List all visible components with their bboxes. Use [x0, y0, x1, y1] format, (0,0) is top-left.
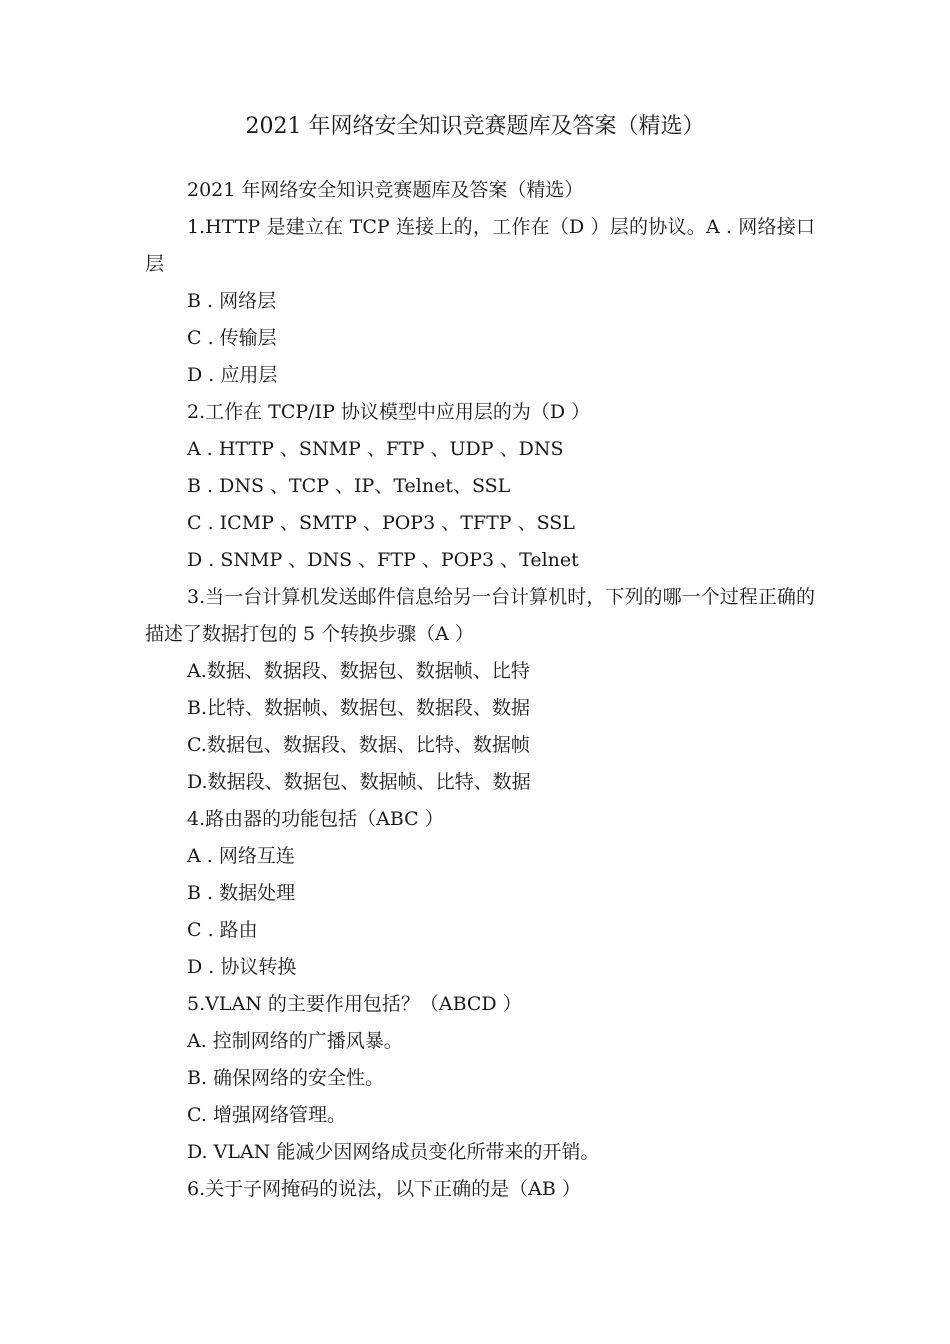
question-4-option-c: C . 路由	[187, 919, 258, 941]
question-5: 5.VLAN 的主要作用包括？（ABCD ）	[187, 993, 522, 1015]
question-4: 4.路由器的功能包括（ABC ）	[187, 808, 444, 830]
document-subtitle: 2021 年网络安全知识竞赛题库及答案（精选）	[187, 179, 584, 201]
question-5-option-d: D. VLAN 能减少因网络成员变化所带来的开销。	[187, 1141, 600, 1163]
question-2-option-a: A . HTTP 、SNMP 、FTP 、UDP 、DNS	[187, 438, 564, 460]
question-3-option-b: B.比特、数据帧、数据包、数据段、数据	[187, 697, 531, 719]
question-3-option-c: C.数据包、数据段、数据、比特、数据帧	[187, 734, 530, 756]
question-5-option-a: A. 控制网络的广播风暴。	[187, 1030, 403, 1052]
question-2-option-d: D . SNMP 、DNS 、FTP 、POP3 、Telnet	[187, 549, 579, 571]
question-4-option-d: D . 协议转换	[187, 956, 297, 978]
question-1-option-b: B . 网络层	[187, 290, 277, 312]
question-3-option-d: D.数据段、数据包、数据帧、比特、数据	[187, 771, 531, 793]
question-1-option-c: C . 传输层	[187, 327, 277, 349]
question-4-option-a: A . 网络互连	[187, 845, 295, 867]
question-2-option-c: C . ICMP 、SMTP 、POP3 、TFTP 、SSL	[187, 512, 575, 534]
document-title: 2021 年网络安全知识竞赛题库及答案（精选）	[245, 114, 705, 139]
question-6: 6.关于子网掩码的说法，以下正确的是（AB ）	[187, 1178, 581, 1200]
question-3-option-a: A.数据、数据段、数据包、数据帧、比特	[187, 660, 530, 682]
question-2: 2.工作在 TCP/IP 协议模型中应用层的为（D ）	[187, 401, 591, 423]
question-4-option-b: B . 数据处理	[187, 882, 296, 904]
question-1-option-d: D . 应用层	[187, 364, 278, 386]
question-5-option-c: C. 增强网络管理。	[187, 1104, 346, 1126]
question-3: 3.当一台计算机发送邮件信息给另一台计算机时，下列的哪一个过程正确的描述了数据打包的 5 个转换步骤（A ）	[145, 586, 815, 645]
question-1: 1.HTTP 是建立在 TCP 连接上的，工作在（D ）层的协议。A . 网络接口层	[145, 216, 815, 275]
question-2-option-b: B . DNS 、TCP 、IP、Telnet、SSL	[187, 475, 511, 497]
document-body	[145, 172, 815, 1208]
question-5-option-b: B. 确保网络的安全性。	[187, 1067, 385, 1089]
